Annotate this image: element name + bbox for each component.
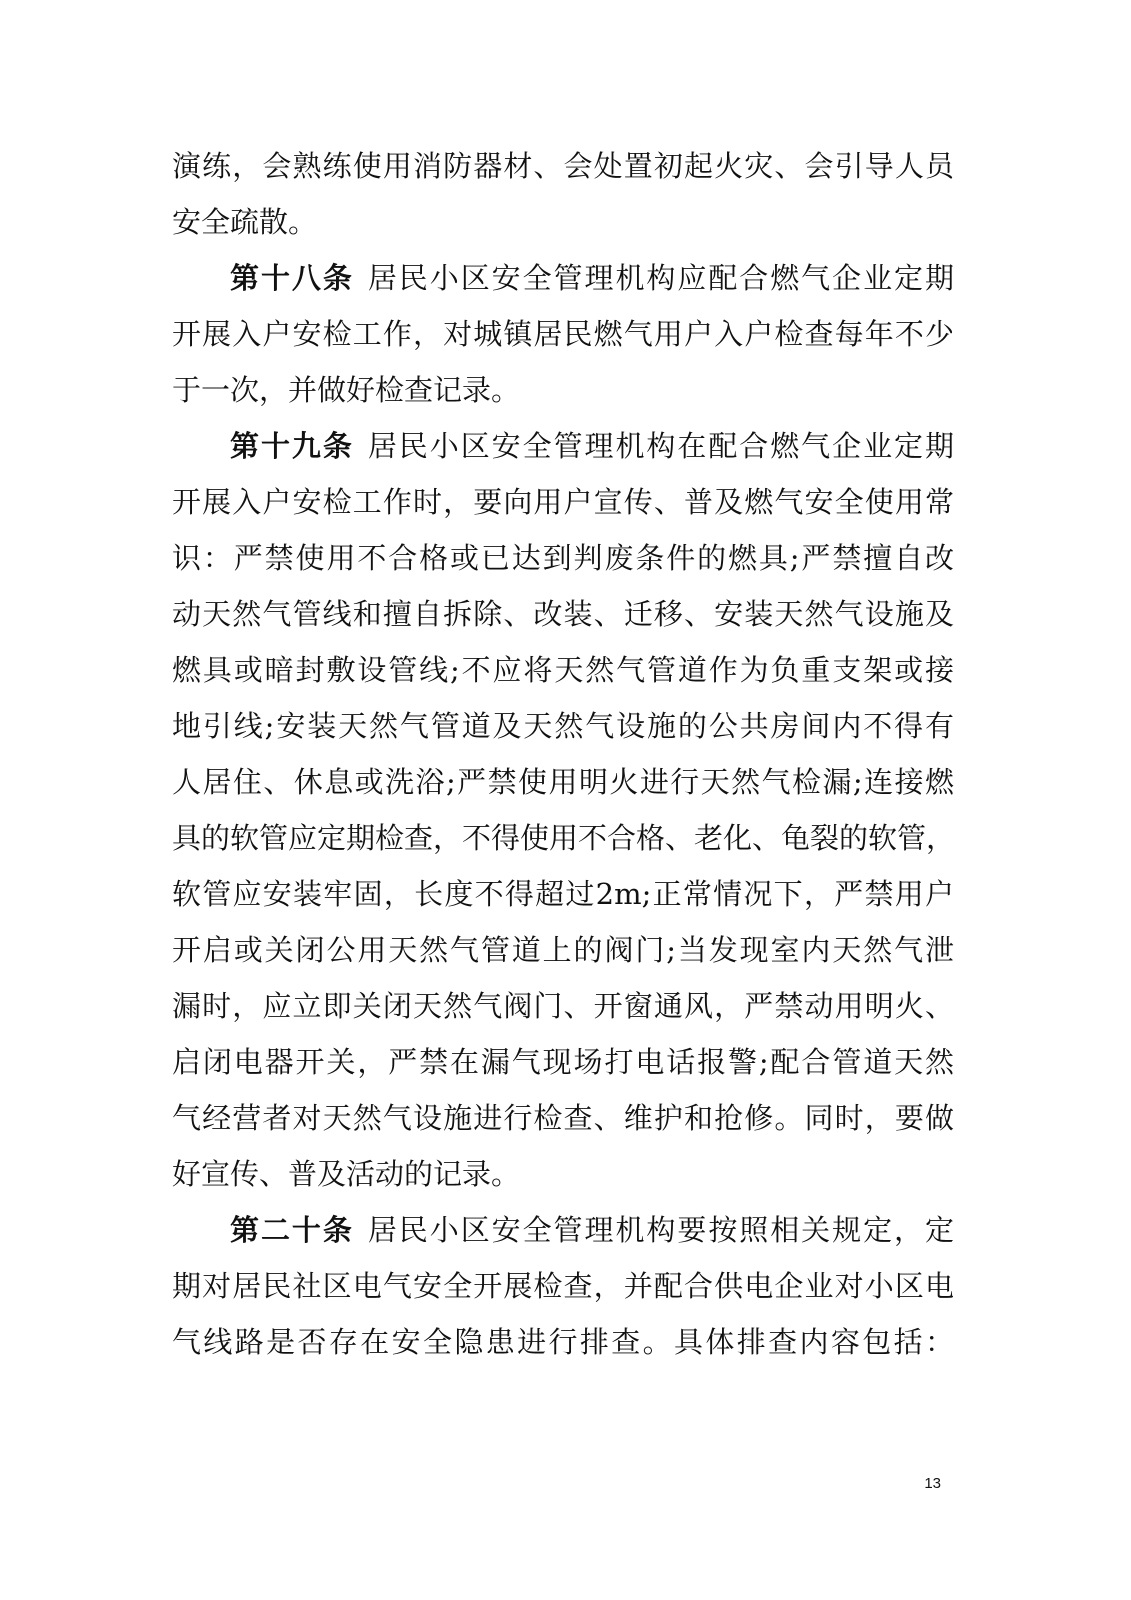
- article-20-text: 居民小区安全管理机构要按照相关规定，定: [367, 1213, 954, 1247]
- text-line-11: 地引线;安装天然气管道及天然气设施的公共房间内不得有: [172, 709, 954, 743]
- article-18-first-line: [172, 250, 954, 306]
- text-line-8: 识：严禁使用不合格或已达到判废条件的燃具;严禁擅自改: [172, 541, 954, 575]
- text-line-9: 动天然气管线和擅自拆除、改装、迁移、安装天然气设施及: [172, 597, 954, 631]
- text-line-14: 软管应安装牢固，长度不得超过2m;正常情况下，严禁用户: [172, 877, 954, 911]
- text-line-10: 燃具或暗封敷设管线;不应将天然气管道作为负重支架或接: [172, 653, 954, 687]
- article-20-first-line: [172, 1202, 954, 1258]
- article-19-title: 第十九条: [230, 429, 354, 463]
- text-line-2: 安全疏散。: [172, 205, 318, 239]
- text-line-19: 好宣传、普及活动的记录。: [172, 1157, 521, 1191]
- text-line-22: 气线路是否存在安全隐患进行排查。具体排查内容包括：: [172, 1325, 954, 1359]
- article-20-title: 第二十条: [230, 1213, 354, 1247]
- text-line-16: 漏时，应立即关闭天然气阀门、开窗通风，严禁动用明火、: [172, 989, 954, 1023]
- text-line-4: 开展入户安检工作，对城镇居民燃气用户入户检查每年不少: [172, 317, 954, 351]
- text-line-12: 人居住、休息或洗浴;严禁使用明火进行天然气检漏;连接燃: [172, 765, 954, 799]
- text-line-13: 具的软管应定期检查，不得使用不合格、老化、龟裂的软管，: [172, 821, 956, 855]
- article-19-text: 居民小区安全管理机构在配合燃气企业定期: [367, 429, 954, 463]
- article-18-title: 第十八条: [230, 261, 354, 295]
- page-number: 13: [924, 1475, 941, 1492]
- text-line-7: 开展入户安检工作时，要向用户宣传、普及燃气安全使用常: [172, 485, 954, 519]
- document-body: [172, 138, 954, 1370]
- text-line-15: 开启或关闭公用天然气管道上的阀门;当发现室内天然气泄: [172, 933, 954, 967]
- article-18-text: 居民小区安全管理机构应配合燃气企业定期: [367, 261, 954, 295]
- text-line-21: 期对居民社区电气安全开展检查，并配合供电企业对小区电: [172, 1269, 954, 1303]
- article-19-first-line: [172, 418, 954, 474]
- text-line-1: 演练，会熟练使用消防器材、会处置初起火灾、会引导人员: [172, 149, 954, 183]
- text-line-17: 启闭电器开关，严禁在漏气现场打电话报警;配合管道天然: [172, 1045, 954, 1079]
- text-line-18: 气经营者对天然气设施进行检查、维护和抢修。同时，要做: [172, 1101, 954, 1135]
- text-line-5: 于一次，并做好检查记录。: [172, 373, 521, 407]
